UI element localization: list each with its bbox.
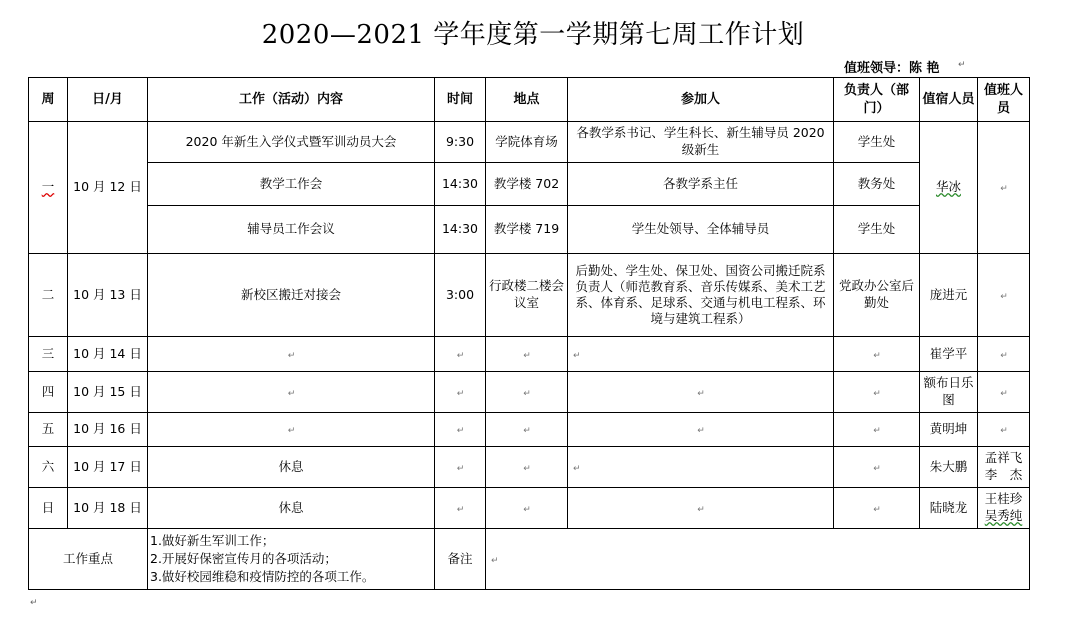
work-focus-row: [29, 529, 1030, 590]
night-duty-cell: 黄明坤: [920, 413, 978, 447]
time-cell: ↵: [435, 413, 486, 447]
time-cell: 14:30: [435, 163, 486, 206]
table-row: [29, 413, 1030, 447]
table-row: [29, 372, 1030, 413]
work-focus-list: [148, 529, 435, 590]
date-cell: 10 月 17 日: [68, 447, 148, 488]
header-content: 工作（活动）内容: [148, 78, 435, 122]
night-duty-cell: 额布日乐图: [920, 372, 978, 413]
content-cell: ↵: [148, 337, 435, 372]
table-row: [29, 254, 1030, 337]
header-participants: 参加人: [568, 78, 834, 122]
night-duty-cell: 陆晓龙: [920, 488, 978, 529]
place-cell: 学院体育场: [486, 122, 568, 163]
header-responsible: 负责人（部门）: [834, 78, 920, 122]
content-cell: 新校区搬迁对接会: [148, 254, 435, 337]
week-cell: 四: [29, 372, 68, 413]
time-cell: 9:30: [435, 122, 486, 163]
content-cell: 2020 年新生入学仪式暨军训动员大会: [148, 122, 435, 163]
place-cell: ↵: [486, 337, 568, 372]
time-cell: ↵: [435, 337, 486, 372]
table-row: [29, 337, 1030, 372]
duty-staff-cell: ↵: [978, 372, 1030, 413]
duty-staff-name: 李 杰: [984, 467, 1023, 482]
duty-staff-cell: ↵: [978, 413, 1030, 447]
duty-staff-cell: ↵: [978, 254, 1030, 337]
work-focus-item: 2.开展好保密宣传月的各项活动；: [150, 550, 337, 566]
duty-staff-name: 孟祥飞: [984, 450, 1023, 466]
header-row: [29, 78, 1030, 122]
participants-cell: ↵: [568, 447, 834, 488]
place-cell: 教学楼 719: [486, 206, 568, 254]
duty-staff-name: 吴秀纯: [984, 508, 1023, 523]
work-focus-item: 3.做好校园维稳和疫情防控的各项工作。: [150, 569, 375, 585]
date-cell: 10 月 12 日: [68, 122, 148, 254]
place-cell: ↵: [486, 372, 568, 413]
content-cell: 辅导员工作会议: [148, 206, 435, 254]
content-cell: 休息: [148, 447, 435, 488]
date-cell: 10 月 14 日: [68, 337, 148, 372]
responsible-cell: ↵: [834, 413, 920, 447]
duty-staff-cell: ↵: [978, 337, 1030, 372]
header-time: 时间: [435, 78, 486, 122]
work-plan-table: [28, 77, 1030, 590]
date-cell: 10 月 13 日: [68, 254, 148, 337]
night-duty-cell: 庞进元: [920, 254, 978, 337]
page-title: 2020—2021 学年度第一学期第七周工作计划: [261, 20, 805, 50]
place-cell: 教学楼 702: [486, 163, 568, 206]
place-cell: ↵: [486, 488, 568, 529]
responsible-cell: 学生处: [834, 206, 920, 254]
responsible-cell: ↵: [834, 447, 920, 488]
time-cell: 14:30: [435, 206, 486, 254]
time-cell: ↵: [435, 447, 486, 488]
time-cell: ↵: [435, 488, 486, 529]
table-row: [29, 206, 1030, 254]
responsible-cell: 党政办公室后勤处: [834, 254, 920, 337]
place-cell: 行政楼二楼会议室: [486, 254, 568, 337]
week-cell: 二: [29, 254, 68, 337]
night-duty-cell: 朱大鹏: [920, 447, 978, 488]
table-row: [29, 163, 1030, 206]
header-week: 周: [29, 78, 68, 122]
responsible-cell: ↵: [834, 488, 920, 529]
week-cell: 六: [29, 447, 68, 488]
week-cell: 五: [29, 413, 68, 447]
table-row: [29, 122, 1030, 163]
header-night-duty: 值宿人员: [920, 78, 978, 122]
participants-cell: 各教学系主任: [568, 163, 834, 206]
content-cell: ↵: [148, 413, 435, 447]
content-cell: 休息: [148, 488, 435, 529]
header-date: 日/月: [68, 78, 148, 122]
responsible-cell: 学生处: [834, 122, 920, 163]
responsible-cell: ↵: [834, 372, 920, 413]
header-place: 地点: [486, 78, 568, 122]
participants-cell: ↵: [568, 337, 834, 372]
date-cell: 10 月 16 日: [68, 413, 148, 447]
participants-cell: ↵: [568, 413, 834, 447]
time-cell: 3:00: [435, 254, 486, 337]
date-cell: 10 月 18 日: [68, 488, 148, 529]
week-cell: 日: [29, 488, 68, 529]
place-cell: ↵: [486, 413, 568, 447]
note-cell: ↵: [486, 529, 1030, 590]
duty-staff-cell: ↵: [978, 122, 1030, 254]
content-cell: ↵: [148, 372, 435, 413]
content-cell: 教学工作会: [148, 163, 435, 206]
responsible-cell: ↵: [834, 337, 920, 372]
note-label: 备注: [435, 529, 486, 590]
participants-cell: ↵: [568, 488, 834, 529]
table-row: [29, 488, 1030, 529]
night-duty-cell: 华冰: [920, 122, 978, 254]
work-focus-item: 1.做好新生军训工作；: [150, 532, 275, 548]
participants-cell: 后勤处、学生处、保卫处、国资公司搬迁院系负责人（师范教育系、音乐传媒系、美术工艺系、体育系、足球系、交通与机电工程系、环境与建筑工程系）: [568, 254, 834, 337]
work-focus-label: 工作重点: [29, 529, 148, 590]
duty-staff-cell: [978, 488, 1030, 529]
participants-cell: ↵: [568, 372, 834, 413]
responsible-cell: 教务处: [834, 163, 920, 206]
paragraph-mark-icon: ↵: [958, 60, 966, 70]
duty-leader: 值班领导：陈 艳: [844, 61, 940, 76]
time-cell: ↵: [435, 372, 486, 413]
participants-cell: 学生处领导、全体辅导员: [568, 206, 834, 254]
week-cell: 一: [29, 122, 68, 254]
night-duty-cell: 崔学平: [920, 337, 978, 372]
duty-staff-name: 王桂珍: [984, 491, 1023, 507]
duty-staff-cell: [978, 447, 1030, 488]
paragraph-mark-icon: ↵: [30, 598, 38, 608]
week-cell: 三: [29, 337, 68, 372]
table-row: [29, 447, 1030, 488]
date-cell: 10 月 15 日: [68, 372, 148, 413]
place-cell: ↵: [486, 447, 568, 488]
participants-cell: 各教学系书记、学生科长、新生辅导员 2020 级新生: [568, 122, 834, 163]
header-duty-staff: 值班人员: [978, 78, 1030, 122]
